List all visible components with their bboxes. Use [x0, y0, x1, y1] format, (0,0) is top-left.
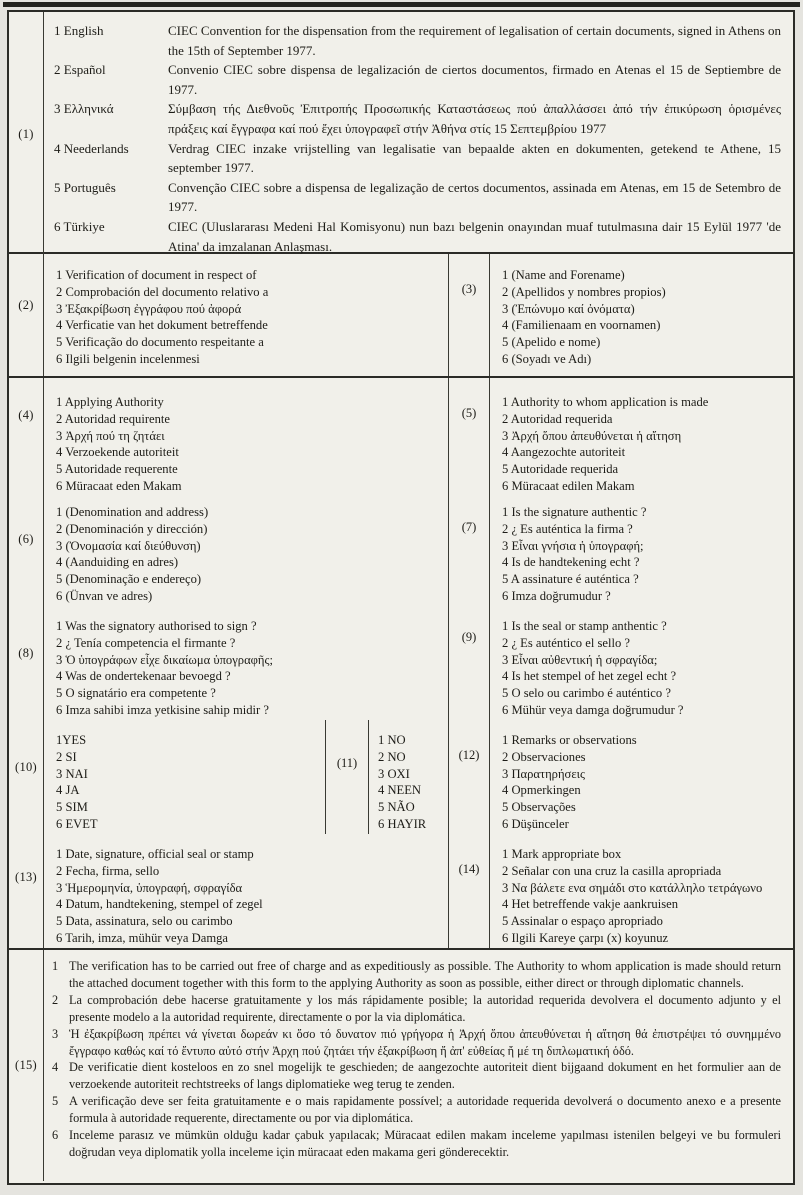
form-line: 1 (Name and Forename)	[502, 268, 625, 282]
language-name: 4 Neederlands	[54, 140, 129, 156]
form-line: 6 Mühür veya damga doğrumudur ?	[502, 702, 684, 717]
section-1-content	[44, 12, 793, 256]
form-line: 3 Ἀρχή πού τη ζητάει	[56, 428, 165, 443]
form-line: 5 O selo ou carimbo é auténtico ?	[502, 686, 671, 701]
form-line: 4 (Familienaam en voornamen)	[502, 318, 661, 333]
form-line: 4 (Aanduiding en adres)	[56, 555, 179, 570]
section-14-content	[490, 834, 793, 948]
form-line: 1 Verification of document in respect of	[56, 268, 257, 282]
form-sheet	[7, 10, 795, 1185]
section-label-10: (10)	[9, 720, 44, 834]
form-line: 6 Müracaat edilen Makam	[502, 478, 635, 493]
section-label-4: (4)	[9, 378, 44, 495]
form-line: 5 Data, assinatura, selo ou carimbo	[56, 914, 233, 929]
note-item	[52, 1093, 781, 1127]
note-number: 5	[52, 1094, 59, 1109]
section-label-5: (5)	[448, 378, 490, 495]
form-line: 4 Opmerkingen	[502, 783, 581, 798]
section-label-12: (12)	[448, 720, 490, 834]
note-text: Ἡ ἐξακρίβωση πρέπει νά γίνεται δωρεάν κι ὅσο τό δυνατον πιό γρήγορα ἡ Ἀρχή ὅπου ἀπευθύνεται ἡ αἴτηση θά ἐπιστρέψει τό συνημμένο ἔγγραφο καθώς καί τό ἔντυπο αὐτό στήν Ἀρχη πού ζητάει τήν ἐξακρίβωση ἤ ἀπ' εὐθείας ἤ μέ τη διπλωματική ὁδό.	[69, 1026, 781, 1058]
section-label-1: (1)	[9, 12, 44, 256]
note-number: 4	[52, 1060, 59, 1075]
form-line: 5 (Apelido e nome)	[502, 335, 601, 350]
form-line: 3 Ἐξακρίβωση ἐγγράφου πού ἀφορά	[56, 301, 242, 316]
form-line: 2 NO	[378, 749, 406, 764]
note-number: 6	[52, 1128, 59, 1143]
form-line: 4 Datum, handtekening, stempel of zegel	[56, 897, 263, 912]
form-line: 1 Is the seal or stamp anthentic ?	[502, 619, 667, 633]
section-11-content	[369, 720, 448, 834]
convention-text: Σύμβαση τής Διεθνοῦς Ἐπιτροπής Προσωπικής Καταστάσεως πού ἀπαλλάσσει ἀπό τήν ἐπικύρωση ὁρισμένες πράξεις καί ἔγγραφα καί πού ἔχει ὑπογραφεῖ στήν Ἀθήνα στίς 15 Σεπτεμβρίου 1977	[168, 101, 781, 136]
form-line: 1 Date, signature, official seal or stamp	[56, 847, 254, 861]
row-10-11-12	[9, 720, 793, 834]
form-line: 6 EVET	[56, 816, 98, 831]
section-7-content	[490, 492, 793, 606]
form-line: 1 Mark appropriate box	[502, 847, 622, 861]
language-name: 1 English	[54, 23, 104, 38]
section-label-8: (8)	[9, 606, 44, 720]
note-item	[52, 992, 781, 1026]
form-line: 6 (Ünvan ve adres)	[56, 588, 153, 603]
note-item	[52, 1059, 781, 1093]
form-line: 1 Is the signature authentic ?	[502, 505, 647, 519]
convention-text: CIEC Convention for the dispensation from the requirement of legalisation of certain documents, signed in Athens on the 15th of September 1977.	[168, 23, 781, 58]
section-8-content	[44, 606, 448, 720]
form-line: 4 NEEN	[378, 783, 422, 798]
form-line: 6 HAYIR	[378, 816, 427, 831]
form-line: 4 Het betreffende vakje aankruisen	[502, 897, 678, 912]
form-line: 1 Applying Authority	[56, 395, 164, 409]
section-9-content	[490, 606, 793, 720]
section-label-13: (13)	[9, 834, 44, 948]
language-name: 6 Türkiye	[54, 218, 105, 234]
section-label-9: (9)	[448, 606, 490, 720]
yes-no-split	[44, 720, 448, 834]
form-line: 5 O signatário era competente ?	[56, 686, 216, 701]
form-line: 6 (Soyadı ve Adı)	[502, 351, 592, 366]
note-text: La comprobación debe hacerse gratuitamente y los más rápidamente posible; la autoridad requerida devolvera el documento adjunto y el presente modelo a la autoridad requirente, directamente o por la via diplomática.	[69, 992, 781, 1024]
form-line: 3 Ἀρχή ὅπου ἀπευθύνεται ἡ αἴτηση	[502, 428, 682, 443]
form-line: 3 Ἡμερομηνία, ὑπογραφή, σφραγίδα	[56, 880, 243, 895]
section-label-7: (7)	[448, 492, 490, 606]
note-number: 1	[52, 959, 59, 973]
form-line: 6 Ilgili belgenin incelenmesi	[56, 351, 200, 366]
section-label-3: (3)	[448, 254, 490, 376]
form-line: 5 (Denominação e endereço)	[56, 572, 202, 587]
language-name: 3 Ελληνικά	[54, 101, 114, 117]
middle-block	[9, 378, 793, 950]
form-line: 5 A assinature é auténtica ?	[502, 572, 639, 587]
form-line: 4 Is het stempel of het zegel echt ?	[502, 669, 677, 684]
form-line: 2 ¿ Es auténtico el sello ?	[502, 635, 630, 650]
form-line: 2 ¿ Es auténtica la firma ?	[502, 521, 633, 536]
row-convention-title	[9, 12, 793, 254]
section-label-2: (2)	[9, 254, 44, 376]
note-text: A verificação deve ser feita gratuitamente e o mais rapidamente possível; a autoridade requerida devolverá o documento anexo e a presente formula à autoridade requerente, directamente ou por via diplomática.	[69, 1094, 781, 1126]
form-line: 1 NO	[378, 733, 406, 747]
form-line: 3 OXI	[378, 766, 410, 781]
form-line: 5 Assinalar o espaço apropriado	[502, 914, 663, 929]
note-item	[52, 1026, 781, 1060]
section-6-content	[44, 492, 448, 606]
form-line: 2 Fecha, firma, sello	[56, 863, 160, 878]
note-number: 2	[52, 992, 59, 1007]
form-line: 6 Imza sahibi imza yetkisine sahip midir ?	[56, 702, 269, 717]
convention-text: CIEC (Uluslararası Medeni Hal Komisyonu) nun bazı belgenin onayından muaf tutulmasına dair 15 Eylül 1977 'de Atina' da imzalanan Anlaşması.	[168, 218, 781, 254]
form-line: 1 Was the signatory authorised to sign ?	[56, 619, 257, 633]
section-13-content	[44, 834, 448, 948]
row-4-5	[9, 378, 793, 492]
note-item	[52, 1127, 781, 1161]
convention-text: Convenção CIEC sobre a dispensa de legalização de certos documentos, assinada em Atenas, em 15 de Setembro de 1977.	[168, 179, 781, 215]
form-line: 4 JA	[56, 783, 80, 798]
form-line: 5 Observações	[502, 800, 576, 815]
note-number: 3	[52, 1026, 59, 1041]
form-line: 2 Autoridad requirente	[56, 411, 171, 426]
row-6-7	[9, 492, 793, 606]
form-line: 6 Müracaat eden Makam	[56, 478, 182, 493]
language-name: 2 Español	[54, 62, 106, 78]
form-line: 2 Comprobación del documento relativo a	[56, 284, 269, 299]
convention-text: Verdrag CIEC inzake vrijstelling van legalisatie van bepaalde akten en dokumenten, getekend te Athene, 15 september 1977.	[168, 140, 781, 176]
form-line: 3 (Ὀνομασία καί διεύθυνση)	[56, 538, 201, 553]
section-5-content	[490, 378, 793, 495]
form-line: 6 Tarih, imza, mühür veya Damga	[56, 930, 228, 945]
form-line: 2 SI	[56, 749, 77, 764]
form-line: 2 ¿ Tenía competencia el firmante ?	[56, 635, 236, 650]
form-line: 5 Verificação do documento respeitante a	[56, 335, 264, 350]
section-label-15: (15)	[9, 950, 44, 1181]
form-line: 4 Is de handtekening echt ?	[502, 555, 640, 570]
note-text: De verificatie dient kosteloos en zo snel mogelijk te geschieden; de aangezochte autoriteit dient bijgaand dokument en het formulier aan de verzoekende autoriteit rechtstreeks of langs diplomatieke weg terug te zenden.	[69, 1060, 781, 1092]
section-4-content	[44, 378, 448, 495]
form-line: 4 Aangezochte autoriteit	[502, 445, 626, 460]
form-line: 1 Authority to whom application is made	[502, 395, 709, 409]
section-2-content	[44, 254, 448, 376]
form-line: 3 Ὁ ὑπογράφων εἶχε δικαίωμα ὑπογραφῆς;	[56, 652, 274, 667]
form-line: 5 Autoridade requerida	[502, 462, 619, 477]
section-label-6: (6)	[9, 492, 44, 606]
note-item	[52, 958, 781, 992]
note-text: Inceleme parasız ve mümkün olduğu kadar çabuk yapılacak; Müracaat edilen makam inceleme yapılması istenilen belgeyi ve bu formuleri doğrudan veya diplomatik yolla inceleme için müracaat eden makama geri gönderecektir.	[69, 1128, 781, 1159]
section-15-content	[44, 950, 793, 1181]
form-line: 6 Imza doğrumudur ?	[502, 588, 611, 603]
section-label-14: (14)	[448, 834, 490, 948]
form-line: 2 Señalar con una cruz la casilla apropriada	[502, 863, 722, 878]
form-line: 2 (Denominación y dirección)	[56, 521, 208, 536]
form-line: 3 Εἶναι γνήσια ἡ ὑπογραφή;	[502, 538, 644, 553]
form-line: 5 NÃO	[378, 800, 415, 815]
form-line: 2 Observaciones	[502, 749, 586, 764]
row-2-3	[9, 254, 793, 378]
form-line: 5 SIM	[56, 800, 88, 815]
section-10-content	[44, 720, 325, 834]
section-label-11: (11)	[325, 720, 369, 834]
form-line: 1 Remarks or observations	[502, 733, 637, 747]
row-13-14	[9, 834, 793, 948]
form-line: 4 Verzoekende autoriteit	[56, 445, 179, 460]
note-text: The verification has to be carried out free of charge and as expeditiously as possible. The Authority to whom application is made should return the attached document together with this form to the applying Authority as soon as possible, either direct or through diplomatic channels.	[69, 959, 781, 990]
scan-edge-line	[3, 2, 800, 7]
language-name: 5 Português	[54, 179, 116, 195]
form-line: 4 Was de ondertekenaar bevoegd ?	[56, 669, 231, 684]
form-line: 6 Ilgili Kareye çarpı (x) koyunuz	[502, 930, 669, 945]
form-line: 3 NAI	[56, 766, 88, 781]
form-line: 1YES	[56, 733, 87, 747]
form-line: 1 (Denomination and address)	[56, 505, 209, 519]
form-line: 4 Verficatie van het dokument betreffende	[56, 318, 268, 333]
section-12-content	[490, 720, 793, 834]
section-3-content	[490, 254, 793, 376]
form-line: 3 (Ἐπώνυμο καί ὀνόματα)	[502, 301, 635, 316]
row-notes	[9, 950, 793, 1181]
row-8-9	[9, 606, 793, 720]
form-line: 6 Düşünceler	[502, 816, 569, 831]
form-line: 3 Εἶναι αὐθεντική ἡ σφραγίδα;	[502, 652, 658, 667]
form-line: 5 Autoridade requerente	[56, 462, 178, 477]
form-line: 3 Παρατηρήσεις	[502, 766, 585, 781]
form-line: 2 (Apellidos y nombres propios)	[502, 284, 666, 299]
convention-text: Convenio CIEC sobre dispensa de legalización de ciertos documentos, firmado en Atenas el 15 de Septiembre de 1977.	[168, 62, 781, 97]
form-line: 3 Να βάλετε ενα σημάδι στο κατάλληλο τετράγωνο	[502, 880, 763, 895]
form-line: 2 Autoridad requerida	[502, 411, 613, 426]
